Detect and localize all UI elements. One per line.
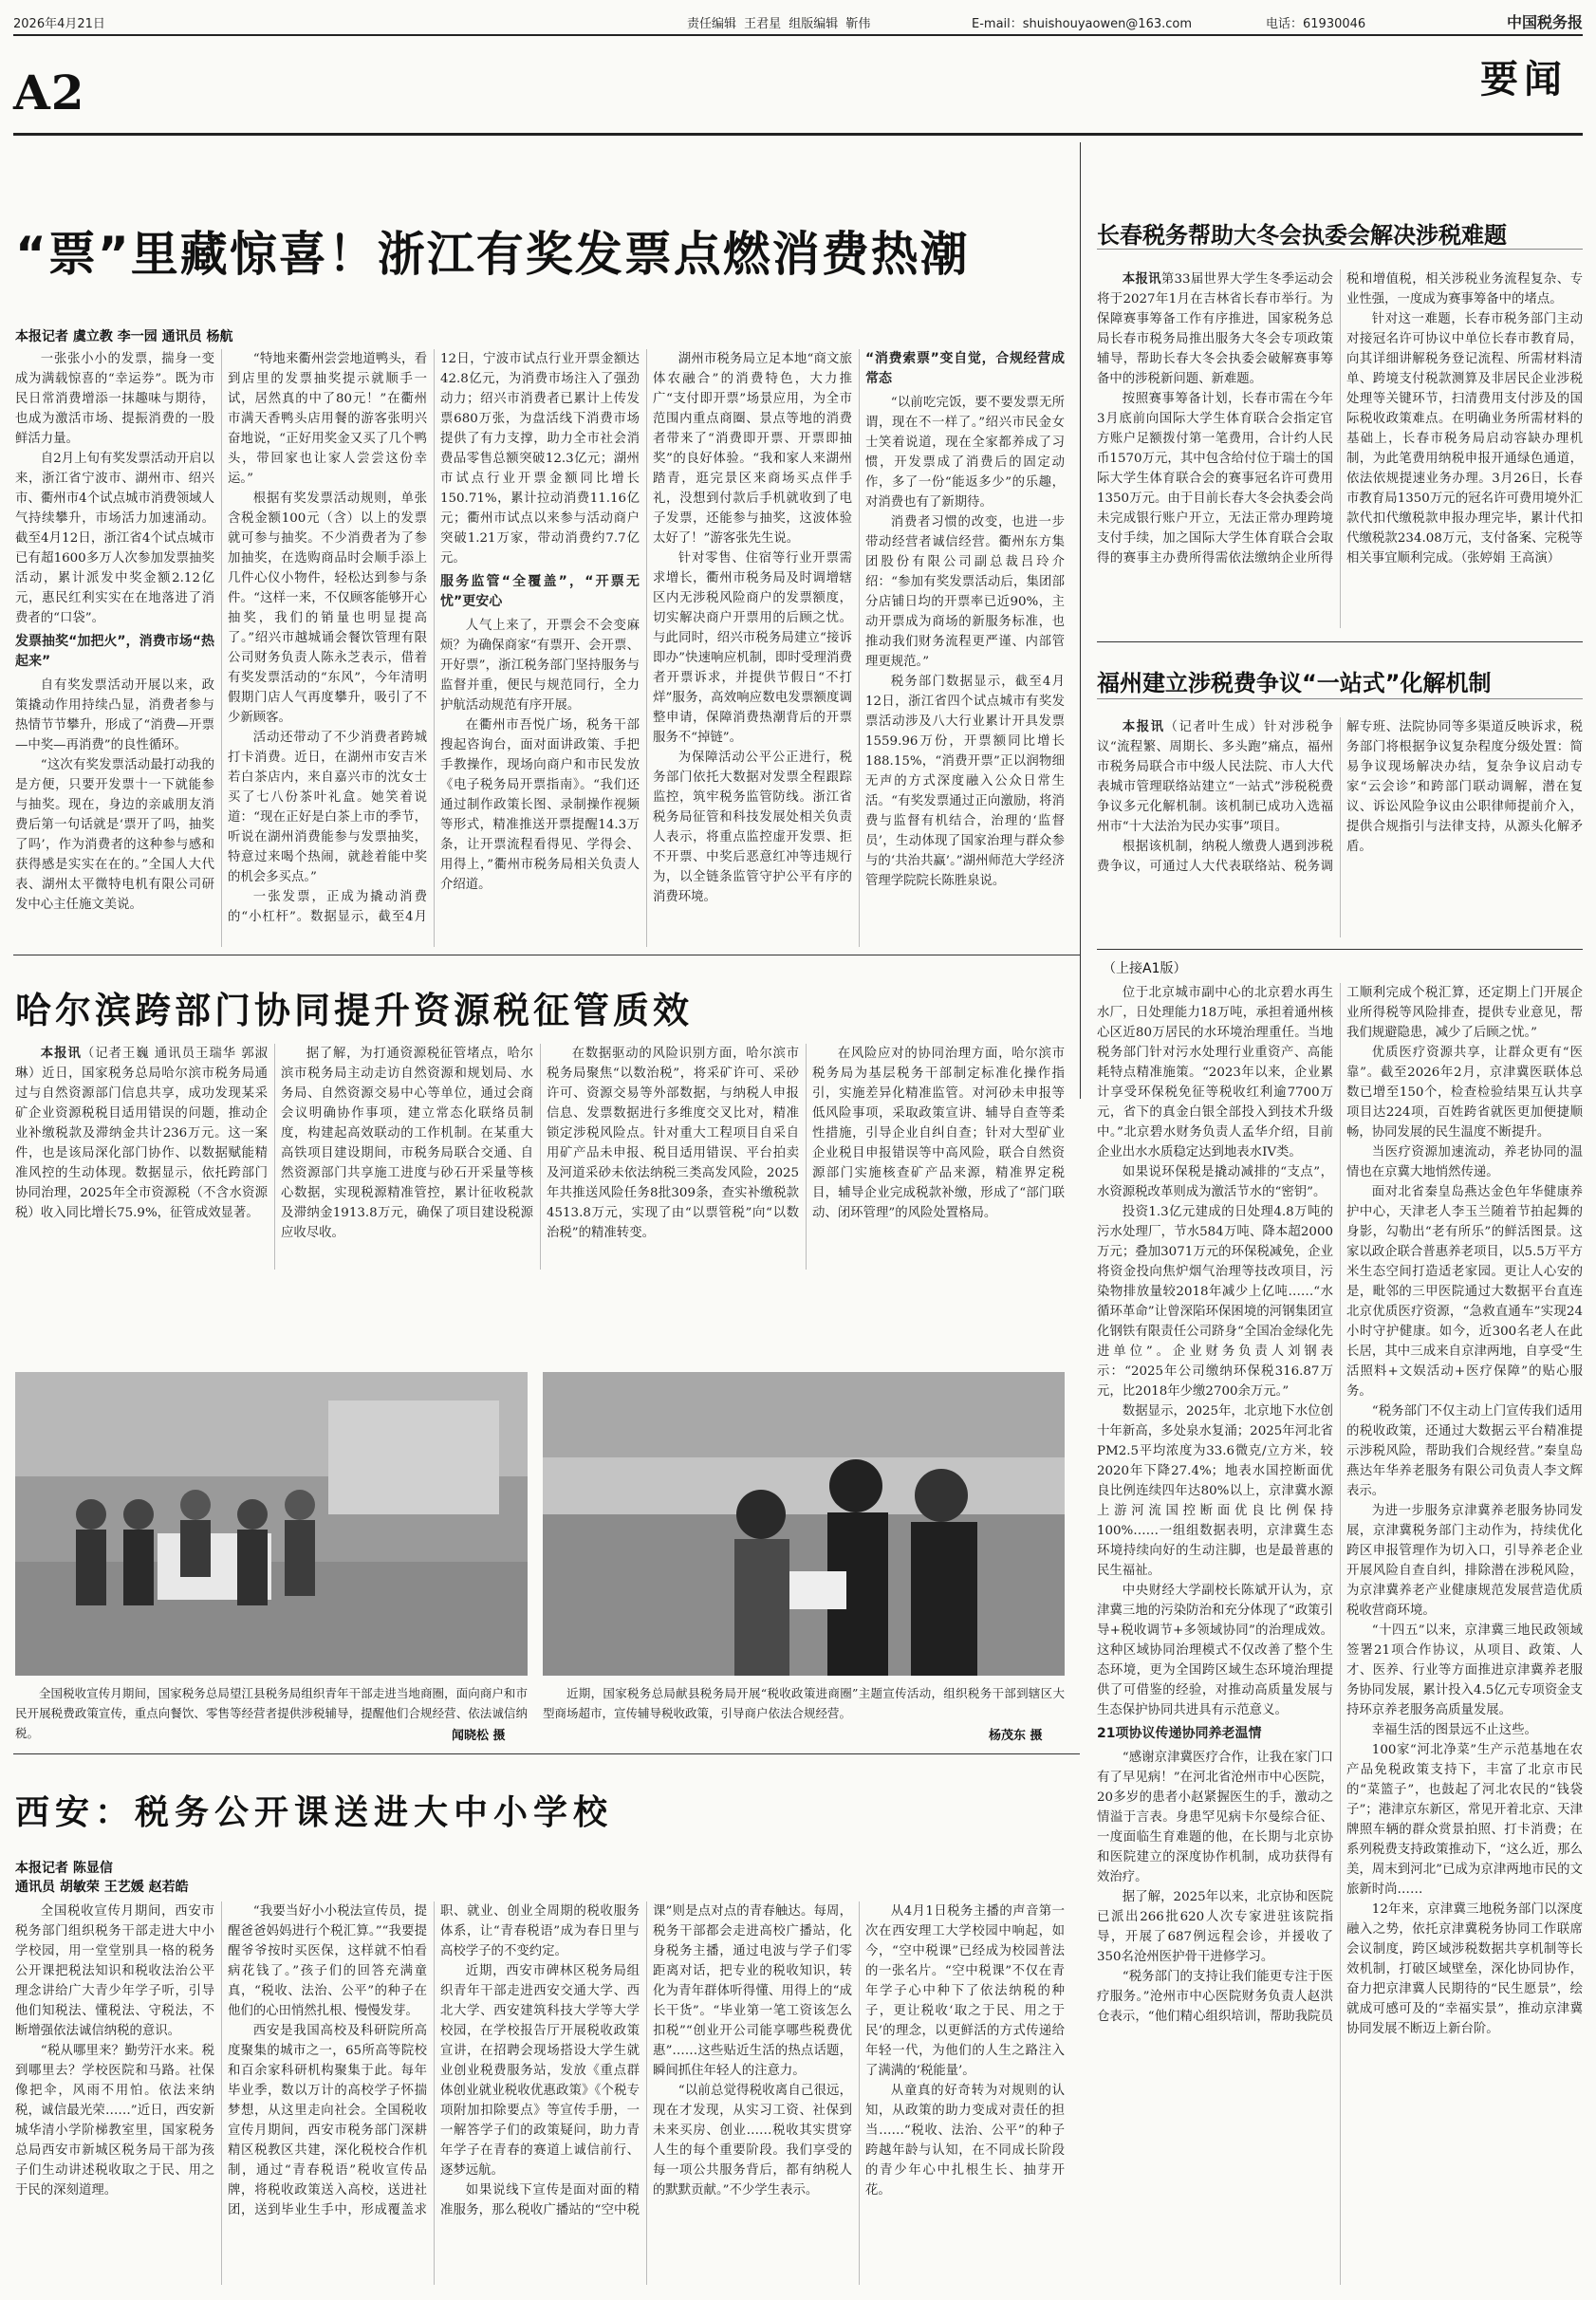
article-paragraph: “这次有奖发票活动最打动我的是方便，只要开发票十一下就能参与抽奖。现在，身边的亲戚朋友消费后第一句话就是‘票开了吗，抽奖了吗’，作为消费者的这种参与感和获得感是实实在在的。”全国人大代表、湖州太平微特电机有限公司研发中心主任施文美说。 (15, 758, 214, 912)
header-rule (13, 34, 1583, 36)
article-paragraph: 100家“河北净菜”生产示范基地在农产品免税政策支持下，丰富了北京市民的“菜篮子”，也鼓起了河北农民的“钱袋子”；港津京东新区，常见开着北京、天津牌照车辆的群众赏景拍照、打卡消费；在系列税费支持政策推动下，“这么近，那么美，周末到河北”已成为京津两地市民的文旅新时尚…… (1346, 1743, 1583, 1897)
article-paragraph: 如果说环保税是撬动减排的“支点”，水资源税改革则成为激活节水的“密钥”。 (1097, 1165, 1333, 1199)
paragraph-text: 第33届世界大学生冬季运动会将于2027年1月在吉林省长春市举行。为保障赛事筹备工作有序推进，国家税务总局长春市税务局推出服务大冬会专项政策辅导，帮助长春大冬会执委会破解赛事筹备中的涉税新问题、新难题。 (1097, 272, 1333, 386)
article-paragraph: 在衢州市吾悦广场，税务干部搜起咨询台，面对面讲政策、手把手教操作，现场向商户和市民发放《电子税务局开票指南》。“我们还通过制作政策长图、录制操作视频等形式，精准推送开票提醒14.3万条，让开票流程看得见、学得会、用得上，”衢州市税务局相关负责人介绍道。 (440, 718, 640, 892)
article-paragraph: 自有奖发票活动开展以来，政策撬动作用持续凸显，消费者参与热情节节攀升，形成了“消费—开票—中奖—再消费”的良性循环。 (15, 678, 214, 752)
photo2-caption: 近期，国家税务总局献县税务局开展“税收政策进商圈”主题宣传活动，组织税务干部到辖区大型商场超市，宣传辅导税收政策，引导商户依法合规经营。 (543, 1686, 1065, 1720)
article-paragraph: 根据该机制，纳税人缴费人遇到涉税费争议，可通过人大代表联络站、税务调解专班、法院协同等多渠道反映诉求，税务部门将根据争议复杂程度分级处置：简易争议现场解决办结，复杂争议启动专家“云会诊”和跨部门联动调解，潜在复议、诉讼风险争议由公职律师提前介入，提供合规指引与法律支持，从源头化解矛盾。 (1097, 720, 1583, 874)
article-paragraph: 活动还带动了不少消费者跨城打卡消费。近日，在湖州市安吉米若白茶店内，来自嘉兴市的沈女士买了七八份茶叶礼盒。她笑着说道：“现在正好是白茶上市的季节，听说在湖州消费能参与发票抽奖，特意过来喝个热闹，就趁着能中奖的机会多买点。” (228, 731, 427, 884)
article-paragraph (1097, 269, 1333, 389)
article-paragraph: 数据显示，2025年，北京地下水位创十年新高，多处泉水复涌；2025年河北省PM2.5平均浓度为33.6微克/立方米，较2020年下降27.4%；地表水国控断面优良比例连续四年达80%以上，京津冀水源上游河流国控断面优良比例保持100%……一组组数据表明，京津冀生态环境持续向好的生动注脚，也是最普惠的民生福祉。 (1097, 1404, 1333, 1578)
article-paragraph: 优质医疗资源共享，让群众更有“医靠”。截至2026年2月，京津冀医联体总数已增至150个，检查检验结果互认共享项目达224项，百姓跨省就医更加便捷顺畅，协同发展的民生温度不断提升。 (1346, 1046, 1583, 1140)
article3-byline-2: 通讯员 胡敏荣 王艺媛 赵若皓 (15, 1880, 189, 1895)
article-paragraph: 在数据驱动的风险识别方面，哈尔滨市税务局聚焦“以数治税”，将采矿许可、采砂许可、资源交易等外部数据，与纳税人申报信息、发票数据进行多维度交叉比对，精准锁定涉税风险点。针对重大工程项目自采自用矿产品未申报、税目适用错误、平台拍卖及河道采砂未依法纳税三类高发风险，2025年共推送风险任务8批309条，查实补缴税款4513.8万元，实现了由“以票管税”向“以数治税”的精准转变。 (547, 1047, 799, 1240)
article-paragraph: 根据有奖发票活动规则，单张含税金额100元（含）以上的发票就可参与抽奖。不少消费者为了参加抽奖，在选购商品时会顺手添上几件心仪小物件，轻松达到参与条件。“这样一来，不仅顾客能够开心抽奖，我们的销量也明显提高了。”绍兴市越城诵会餐饮管理有限公司财务负责人陈永芝表示，借着有奖发票活动的“东风”，今年清明假期门店人气再度攀升，吸引了不少新顾客。 (228, 492, 427, 725)
photo-tax-promotion-supermarket (543, 1372, 1065, 1676)
issue-date: 2026年4月21日 (13, 17, 105, 31)
dateline: 本报讯 (1122, 720, 1165, 734)
subheading: 服务监管“全覆盖”，“开票无忧”更安心 (440, 574, 640, 609)
photo2-credit: 杨茂东 摄 (989, 1729, 1043, 1743)
article3-body (15, 1901, 1065, 2285)
article-paragraph: 为保障活动公平公正进行，税务部门依托大数据对发票全程跟踪监控，筑牢税务监管防线。浙江省税务局征管和科技发展处相关负责人表示，将重点监控虚开发票、拒不开票、中奖后恶意红冲等违规行为，以全链条监管守护公平有序的消费环境。 (653, 751, 852, 904)
article-paragraph: “税从哪里来？勤劳汗水来。税到哪里去？学校医院和马路。社保像把伞，风雨不用怕。依法来纳税，诚信最光荣……”近日，西安新城华清小学阶梯教室里，国家税务总局西安市新城区税务局干部为孩子们生动讲述税收取之于民、用之于民的深刻道理。 (15, 2044, 214, 2198)
article-paragraph: 湖州市税务局立足本地“商文旅体农融合”的消费特色，大力推广“支付即开票”场景应用，为全市范围内重点商圈、景点等地的消费者带来了“消费即开票、开票即抽奖”的良好体验。“我和家人来湖州踏青，逛完景区来商场买点伴手礼，没想到付款后手机就收到了电子发票，还能参与抽奖，这波体验太好了！”游客张先生说。 (653, 352, 852, 546)
dateline: 本报讯 (1122, 272, 1161, 287)
article-paragraph: 针对这一难题，长春市税务部门主动对接冠名许可协议中单位长春市教育局，向其详细讲解税务登记流程、所需材料清单、跨境支付税款测算及非居民企业涉税处理等关键环节，扫清费用支付涉及的国际税收政策难点。在明确业务所需材料的基础上，长春市税务局启动容缺办理机制，为此笔费用纳税申报开通绿色通道，依法依规提速业务办理。3月26日，长春市教育局1350万元的冠名许可费用境外汇款代扣代缴税款申报办理完毕，累计代扣代缴税款234.08万元，支付备案、完税等相关事宜顺利完成。（张婷娟 王高演） (1346, 312, 1583, 566)
article-paragraph: 一张发票，正成为撬动消费的“小杠杆”。数据显示，截至4月12日，宁波市试点行业开票金额达42.8亿元，为消费市场注入了强劲动力；绍兴市消费者已累计上传发票680万张，为盘活线下消费市场提供了有力支撑，助力全市社会消费品零售总额突破12.3亿元；湖州市试点行业开票金额同比增长150.71%，累计拉动消费11.16亿元；衢州市试点以来参与活动商户突破1.21万家，带动消费约7.7亿元。 (228, 352, 640, 924)
article-paragraph: 为进一步服务京津冀养老服务协同发展，京津冀税务部门主动作为，持续优化跨区申报管理作为切入口，引导养老企业开展风险自查自纠，排除潜在涉税风险，为京津冀养老产业健康规范发展营造优质税收营商环境。 (1346, 1504, 1583, 1618)
contact-email: E-mail：shuishouyaowen@163.com (972, 17, 1193, 31)
article-paragraph: “以前总觉得税收离自己很远，现在才发现，从实习工资、社保到未来买房、创业……税收其实贯穿人生的每个重要阶段。我们享受的每一项公共服务背后，都有纳税人的默默贡献。”不少学生表示。 (653, 2084, 852, 2198)
contact-phone: 电话：61930046 (1266, 17, 1366, 31)
article-paragraph: 投资1.3亿元建成的日处理4.8万吨的污水处理厂，节水584万吨、降本超2000万元；叠加3071万元的环保税减免，企业将资金投向焦炉烟气治理等技改项目，污染物排放量较2018年减少上亿吨……“水循环革命”让曾深陷环保困境的河钢集团宣化钢铁有限责任公司跻身“全国冶金绿化先进单位”。企业财务负责人刘钢表示：“2025年公司缴纳环保税316.87万元，比2018年少缴2700余万元。” (1097, 1205, 1333, 1399)
article-paragraph: 从4月1日税务主播的声音第一次在西安理工大学校园中响起，如今，“空中税课”已经成为校园普法的一张名片。“空中税课”不仅在青年学子心中种下了依法纳税的种子，更让税收‘取之于民、用之于民’的理念，以更鲜活的方式传递给年轻一代，为他们的人生之路注入了满满的‘税能量’。 (865, 1904, 1065, 2078)
paragraph-text: （记者王巍 通讯员王瑞华 郭淑琳）近日，国家税务总局哈尔滨市税务局通过与自然资源部门信息共享，成功发现某采矿企业资源税税目适用错误的问题，推动企业补缴税款及滞纳金共计236万元。这一案件，也是该局深化部门协作、以数据赋能精准风控的生动体现。数据显示，依托跨部门协同治理，2025年全市资源税（不含水资源税）收入同比增长75.9%，征管成效显著。 (15, 1047, 269, 1220)
masthead-rule (13, 133, 1583, 136)
side2-title: 福州建立涉税费争议“一站式”化解机制 (1097, 670, 1492, 696)
side1-title-rule (1097, 249, 1583, 250)
article-paragraph: 如果说线下宣传是面对面的精准服务，那么税收广播站的“空中税课”则是点对点的青春触达。每周，税务干部都会走进高校广播站，化身税务主播，通过电波与学子们零距离对话，把专业的税收知识，转化为青年群体听得懂、用得上的“成长干货”。“毕业第一笔工资该怎么扣税”“创业开公司能享哪些税费优惠”……这些贴近生活的热点话题，瞬间抓住年轻人的注意力。 (440, 1904, 852, 2217)
photo1-credit: 闻晓松 摄 (452, 1729, 506, 1743)
photo-scene (15, 1372, 528, 1676)
article-paragraph: “我要当好小小税法宣传员，提醒爸爸妈妈进行个税汇算。”“我要提醒爷爷按时买医保，这样就不怕看病花钱了。”孩子们的回答充满童真，“税收、法治、公平”的种子在他们的心田悄然扎根、慢慢发芽。 (228, 1904, 427, 2018)
article-paragraph: 按照赛事筹备计划，长春市需在今年3月底前向国际大学生体育联合会指定官方账户足额拨付第一笔费用，合计约人民币1570万元，其中包含给付位于瑞士的国际大学生体育联合会的赛事冠名许可费用1350万元。由于目前长春大冬会执委会尚未完成银行账户开立，无法正常办理跨境支付手续，加之国际大学生体育联合会取得的赛事主办费所得需依法缴纳企业所得税和增值税，相关涉税业务流程复杂、专业性强，一度成为赛事筹备中的堵点。 (1097, 272, 1583, 566)
article-paragraph: 针对零售、住宿等行业开票需求增长，衢州市税务局及时调增辖区内无涉税风险商户的发票额度，切实解决商户开票用的后顾之忧。与此同时，绍兴市税务局建立“接诉即办”快速响应机制，即时受理消费者开票诉求，并提供节假日“不打烊”服务，高效响应数电发票额度调整申请，保障消费热潮背后的开票服务不“掉链”。 (653, 551, 852, 745)
side1-body (1097, 269, 1583, 628)
subheading: “消费索票”变自觉，合规经营成常态 (865, 351, 1065, 386)
subheading: 发票抽奖“加把火”，消费市场“热起来” (15, 634, 214, 669)
article-paragraph: 人气上来了，开票会不会变麻烦？为确保商家“有票开、会开票、开好票”，浙江税务部门坚持服务与监督并重，便民与规范同行，全力护航活动规范有序开展。 (440, 619, 640, 713)
article-paragraph: 自2月上旬有奖发票活动开启以来，浙江省宁波市、湖州市、绍兴市、衢州市4个试点城市消费领域人气持续攀升，市场活力加速涌动。截至4月12日，浙江省4个试点城市已有超1600多万人次参加发票抽奖活动，累计派发中奖金额2.12亿元，惠民红利实实在在地落进了消费者的“口袋”。 (15, 452, 214, 625)
article-paragraph: 位于北京城市副中心的北京碧水再生水厂，日处理能力18万吨，承担着通州核心区近80万居民的水环境治理重任。当地税务部门针对污水处理行业重资产、高能耗特点精准施策。“2023年以来，企业累计享受环保税免征等税收红利逾7700万元，省下的真金白银全部投入到技术升级中。”北京碧水财务负责人孟华介绍，目前企业出水水质稳定达到地表水IV类。 (1097, 986, 1333, 1159)
article-paragraph: “以前吃完饭，要不要发票无所谓，现在不一样了。”绍兴市民金女士笑着说道，现在全家都养成了习惯，开发票成了消费后的固定动作，多了一份“能返多少”的乐趣，对消费也有了新期待。 (865, 396, 1065, 510)
article3-byline: 本报记者 陈显信 (15, 1861, 113, 1876)
newspaper-name: 中国税务报 (1506, 13, 1583, 31)
jump-label: （上接A1版） (1103, 961, 1187, 976)
main-article-byline: 本报记者 虞立教 李一园 通讯员 杨航 (15, 329, 233, 344)
article-paragraph: 从童真的好奇转为对规则的认知，从政策的助力变成对责任的担当……“税收、法治、公平”的种子跨越年龄与认知，在不同成长阶段的青少年心中扎根生长、抽芽开花。 (865, 2084, 1065, 2198)
article-paragraph: 税务部门数据显示，截至4月12日，浙江省四个试点城市有奖发票活动涉及八大行业累计开具发票1559.96万份，开票额同比增长188.15%，“消费开票”正以润物细无声的方式深度融入公众日常生活。“有奖发票通过正向激励，将消费与监督有机结合，治理的‘监督员’，生动体现了国家治理与群众参与的‘共治共赢’。”湖州师范大学经济管理学院院长陈胜泉说。 (865, 675, 1065, 888)
article-paragraph: 一张张小小的发票，揣身一变成为满载惊喜的“幸运券”。既为市民日常消费增添一抹趣味与期待，也成为激活市场、提振消费的一股鲜活力量。 (15, 352, 214, 446)
article-paragraph: 全国税收宣传月期间，西安市税务部门组织税务干部走进大中小学校园，用一堂堂别具一格的税务公开课把税法知识和税收法治公平理念讲给广大青少年学子听，引导他们知税法、懂税法、守税法，不断增强依法诚信纳税的意识。 (15, 1904, 214, 2038)
section-rule (1097, 641, 1583, 642)
article-paragraph: 中央财经大学副校长陈斌开认为，京津冀三地的污染防治和充分体现了“政策引导+税收调节+多领域协同”的治理成效。这种区域协同治理模式不仅改善了整个生态环境，更为全国跨区域生态环境治理提供了可借鉴的经验，对推动高质量发展与生态保护协同共进具有示范意义。 (1097, 1584, 1333, 1717)
section-rule (1097, 949, 1583, 950)
page-code: A2 (13, 65, 85, 121)
article-paragraph: 在风险应对的协同治理方面，哈尔滨市税务局为基层税务干部制定标准化操作指引，实施差异化精准监管。对河砂未申报等低风险事项，采取政策宣讲、辅导自查等柔性措施，引导企业自纠自查；针对大型矿业企业税目申报错误等中高风险，联合自然资源部门实施核查矿产品来源，精准界定税目，辅导企业完成税款补缴，形成了“部门联动、闭环管理”的风险处置格局。 (812, 1047, 1065, 1220)
section-rule (13, 1753, 1080, 1754)
article-paragraph (15, 1044, 268, 1223)
article-paragraph: 近期，西安市碑林区税务局组织青年干部走进西安交通大学、西北大学、西安建筑科技大学等大学校园，在学校报告厅开展税收政策宣讲，在招聘会现场搭设大学生就业创业税费服务站，发放《重点群体创业就业税收优惠政策》《个税专项附加扣除要点》等宣传手册，一一解答学子们的政策疑问，助力青年学子在青春的赛道上诚信前行、逐梦远航。 (440, 1964, 640, 2178)
article-paragraph: 据了解，2025年以来，北京协和医院已派出266批620人次专家进驻该院指导，开展了687例远程会诊，并援收了350名沧州医护骨干进修学习。 (1097, 1890, 1333, 1964)
article-paragraph: 当医疗资源加速流动，养老协同的温情也在京冀大地悄然传递。 (1346, 1145, 1583, 1179)
dateline: 本报讯 (40, 1047, 82, 1061)
side2-body (1097, 717, 1583, 937)
article-paragraph: “感谢京津冀医疗合作，让我在家门口有了早见病！”在河北省沧州市中心医院，20多岁的患者小赵紧握医生的手，激动之情溢于言表。身患罕见病卡尔曼综合征、一度面临生育难题的他，在长期与北京协和医院建立的深度协作机制，成功获得有效治疗。 (1097, 1751, 1333, 1884)
subheading: 21项协议传递协同养老温情 (1097, 1726, 1262, 1741)
article3-title: 西安：税务公开课送进大中小学校 (15, 1793, 614, 1832)
article2-body (15, 1044, 1065, 1270)
photo-tax-promotion-mall (15, 1372, 528, 1676)
article-paragraph: “特地来衢州尝尝地道鸭头，看到店里的发票抽奖提示就顺手一试，居然真的中了80元！”在衢州市满天香鸭头店用餐的游客张明兴奋地说，“正好用奖金又买了几个鸭头，带回家也让家人尝尝这份幸运。” (228, 352, 427, 486)
article-paragraph: 幸福生活的图景远不止这些。 (1371, 1723, 1537, 1737)
article-paragraph: 消费者习惯的改变，也进一步带动经营者诚信经营。衢州东方集团股份有限公司副总裁吕玲介绍：“参加有奖发票活动后，集团部分店铺日均的开票率已近90%，主动开票成为商场的新服务标准，也推动我们财务流程更严谨、内部管理更规范。” (865, 515, 1065, 669)
main-article-body (15, 349, 1065, 947)
page-header (13, 8, 1583, 32)
column-divider (1080, 142, 1081, 1099)
article-paragraph: “十四五”以来，京津冀三地民政领域签署21项合作协议，从项目、政策、人才、医养、行业等方面推进京津冀养老服务协同发展，累计投入4.5亿元专项资金支持环京养老服务高质量发展。 (1346, 1623, 1583, 1717)
side2-title-rule (1097, 698, 1583, 699)
section-name: 要闻 (1480, 57, 1568, 102)
article-paragraph: “税务部门的支持让我们能更专注于医疗服务。”沧州市中心医院财务负责人赵洪仓表示，“他们精心组织培训，帮助我院员工顺利完成个税汇算，还定期上门开展企业所得税等风险排查，提供专业意见，帮我们规避隐患，减少了后顾之忧。” (1097, 986, 1583, 2024)
article-paragraph: “税务部门不仅主动上门宣传我们适用的税收政策，还通过大数据云平台精准提示涉税风险，帮助我们合规经营。”秦皇岛燕达年华养老服务有限公司负责人李文辉表示。 (1346, 1404, 1583, 1498)
article-paragraph: 西安是我国高校及科研院所高度聚集的城市之一，65所高等院校和百余家科研机构聚集于此。每年毕业季，数以万计的高校学子怀揣梦想，从这里走向社会。全国税收宣传月期间，西安市税务部门深耕精区税教区共建，深化税校合作机制，通过“青春税语”税收宣传品牌，将税收政策送入高校，送进社团，送到毕业生手中，形成覆盖求职、就业、创业全周期的税收服务体系，让“青春税语”成为春日里与高校学子的不变约定。 (228, 1904, 640, 2217)
article-paragraph: 面对北省秦皇岛燕达金色年华健康养护中心，天津老人李玉兰随着节拍起舞的身影，勾勒出“老有所乐”的鲜活图景。这家以政企联合普惠养老项目，以5.5万平方米生态空间打造适老家园。更让人心安的是，毗邻的三甲医院通过大数据平台直连北京优质医疗资源，“急救直通车”实现24小时守护健康。如今，近300名老人在此长居，其中三成来自京津两地，自享受“生活照料+文娱活动+医疗保障”的贴心服务。 (1346, 1185, 1583, 1399)
article2-title: 哈尔滨跨部门协同提升资源税征管质效 (15, 990, 694, 1031)
photo1-caption: 全国税收宣传月期间，国家税务总局望江县税务局组织青年干部走进当地商圈，面向商户和市民开展税费政策宣传，重点向餐饮、零售等经营者提供涉税辅导，提醒他们合规经营、依法诚信纳税。 (15, 1686, 528, 1740)
article-paragraph (1097, 717, 1333, 837)
side3-body (1097, 983, 1583, 2285)
article-paragraph: 12年来，京津冀三地税务部门以深度融入之势，依托京津冀税务协同工作联席会议制度，跨区域涉税数据共享机制等长效机制，打破区域壁垒，深化协同协作，奋力把京津冀人民期待的“民生愿景”，绘就成可感可及的“幸福实景”，推动京津冀协同发展不断迈上新台阶。 (1346, 1902, 1583, 2036)
article-paragraph: 据了解，为打通资源税征管堵点，哈尔滨市税务局主动走访自然资源和规划局、水务局、自然资源交易中心等单位，通过会商会议明确协作事项，建立常态化联络员制度，构建起高效联动的工作机制。在某重大高铁项目建设期间，市税务局联合交通、自然资源部门共享施工进度与砂石开采量等核心数据，实现税源精准管控，累计征收税款及滞纳金1913.8万元，确保了项目建设税源应收尽收。 (281, 1047, 533, 1240)
paragraph-text: （记者叶生成）针对涉税争议“流程繁、周期长、多头跑”痛点，福州市税务局联合市中级人民法院、市人大代表城市管理联络站建立“一站式”涉税税费争议多元化解机制。该机制已成功入选福州市“十大法治为民办实事”项目。 (1097, 720, 1334, 834)
side1-title: 长春税务帮助大冬会执委会解决涉税难题 (1097, 222, 1507, 249)
main-article-title: “票”里藏惊喜！浙江有奖发票点燃消费热潮 (15, 227, 970, 282)
photo-scene (543, 1372, 1065, 1676)
editors-credit: 责任编辑 王君星 组版编辑 靳伟 (687, 17, 871, 31)
